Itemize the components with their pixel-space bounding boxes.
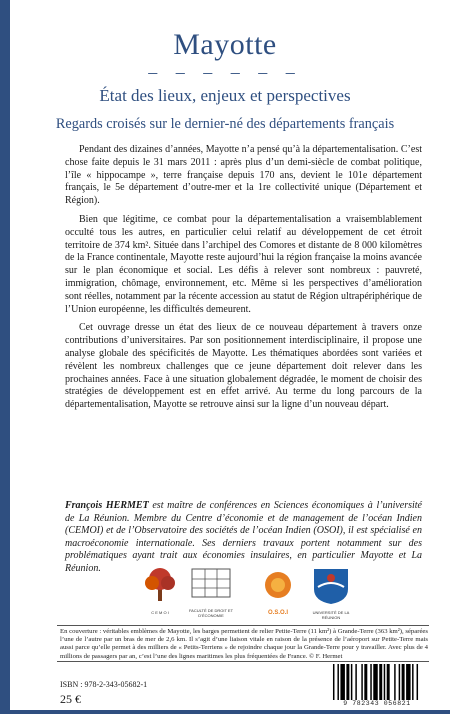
bottom-accent-bar	[0, 710, 450, 714]
divider	[57, 661, 429, 662]
book-tagline: Regards croisés sur le dernier-né des départements français	[55, 116, 395, 132]
cemoi-label: C E M O I	[151, 610, 169, 615]
author-bio-text: est maître de conférences en Sciences économiques à l’université de La Réunion. Membre du Centre d’économie et de management de l’océan Indien (CEMOI) et de l’Observatoire des sociétés de l’océan Indien (OSOI), il est spécialisé en macroéconomie internationale. Ses derniers travaux portent notamment sur des problématiques ayant trait aux économies insulaires, en particulier Mayotte et La Réunion.	[65, 500, 423, 574]
barcode-number: 9 782343 056821	[343, 700, 411, 707]
divider	[57, 625, 429, 626]
tree-icon	[140, 565, 180, 605]
book-title: Mayotte	[173, 28, 277, 61]
book-subtitle: État des lieux, enjeux et perspectives	[99, 86, 351, 105]
author-name: François HERMET	[65, 500, 149, 511]
barcode-bars	[327, 664, 427, 700]
barcode	[327, 664, 427, 704]
isbn: ISBN : 978-2-343-05682-1	[60, 680, 148, 689]
blurb-paragraph: Bien que légitime, ce combat pour la départementalisation a vraisemblablement occulté tous les autres, en particulier celui relatif au développement de cet étroit territoire de 374 km². Située dans l’archipel des Comores et distante de 8 000 kilomètres de la France continentale, Mayotte reste aujourd’hui la région française la moins avancée sur le plan économique et social. Les défis à relever sont nombreux : pauvreté, immigration, chômage, environnement, etc. Même si les perspectives d’amélioration sont réelles, notamment par la récente accession au statut de Région ultrapériphérique de l’Union européenne, les difficultés demeurent.	[65, 213, 422, 315]
university-label: UNIVERSITÉ DE LA RÉUNION	[312, 610, 350, 620]
cover-caption: En couverture : véritables emblèmes de Mayotte, les barges permettent de relier Petite-Terre (11 km²) à Grande-Terre (363 km²), séparées l’une de l’autre par un bras de mer de 2,6 km. Il s’agit d’une liaison vitale en raison de la présence de l’aéroport sur Petite-Terre mais aussi parce qu’elle permet à des milliers de « Petits-Terriens » de rejoindre chaque jour la Grande-Terre pour y travailler. Avec plus de 4 millions de passagers par an, c’est l’une des lignes maritimes les plus fréquentées de France. © F. Hermet	[60, 628, 428, 660]
cemoi-logo	[140, 565, 180, 615]
faculty-logo	[186, 565, 236, 618]
price: 25 €	[60, 692, 81, 706]
building-icon	[186, 565, 236, 603]
faculty-label: FACULTÉ DE DROIT ET D’ÉCONOMIE	[188, 608, 234, 618]
title-dashes: – – – – – –	[148, 62, 302, 82]
osoi-logo	[258, 565, 298, 615]
blurb-paragraph: Pendant des dizaines d’années, Mayotte n’a pensé qu’à la départementalisation. C’est chose faite depuis le 31 mars 2011 : après plus d’un demi-siècle de combat politique, l’île « hippocampe », terre française depuis 170 ans, devient le 101e département français, le 5e département d’outre-mer et la 1re collectivité unique (Département et Région).	[65, 144, 422, 207]
side-accent-bar	[0, 0, 10, 714]
university-logo	[306, 565, 356, 620]
shield-icon	[306, 565, 356, 605]
osoi-label: O.S.O.I	[267, 610, 288, 616]
sun-icon	[258, 565, 298, 605]
partner-logos	[140, 565, 360, 620]
blurb-paragraph: Cet ouvrage dresse un état des lieux de ce nouveau département à travers onze contributions d’universitaires. Par son positionnement interdisciplinaire, il propose une analyse globale des spécificités de Mayotte. Les thématiques abordées sont variées et révèlent les nombreux challenges que ce jeune département doit relever dans les prochaines années. Face à une situation globalement dégradée, le moment de choisir des stratégies de développement est en effet arrivé. Au terme du long parcours de la départementalisation, Mayotte se retrouve ainsi sur la ligne d’un nouveau départ.	[65, 322, 422, 411]
blurb	[65, 144, 422, 412]
